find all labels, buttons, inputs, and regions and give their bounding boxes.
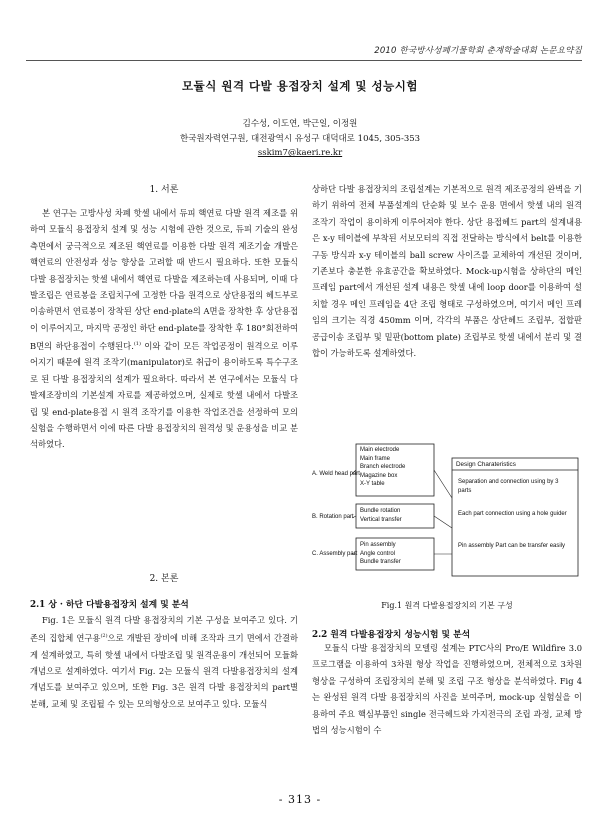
design-item-1: Separation and connection using by 3 parts [458, 479, 559, 494]
header-rule [26, 60, 582, 61]
assembly-box-text [360, 541, 401, 567]
subsection-2-2-heading: 2.2 원격 다발용접장치 성능시험 및 분석 [312, 630, 471, 640]
subsection-2-2-paragraph [312, 640, 582, 738]
design-title: Design Charateristics [456, 461, 516, 468]
intro-heading: 1. 서론 [149, 185, 179, 195]
weld-head-item: Branch electrode [360, 464, 406, 471]
right-column-paragraph [312, 181, 582, 361]
rotation-item: Bundle rotation [360, 508, 401, 514]
paper-email[interactable]: sskim7@kaeri.re.kr [257, 148, 343, 158]
weld-head-item: Magazine box [360, 472, 398, 479]
intro-ref-1: (1) [133, 341, 141, 348]
sub1-text-b: 으로 개발된 장비에 비해 조작과 크기 면에서 간결하게 설계하였고, 특히 핫셀 내에서 다발조립 및 원격운용이 개선되어 모듈화 개념으로 설계하였다. 여기서 Fig. 2는 모듈식 원격 다발용접장치의 설계 개념도를 보여주고 있으며, 또한 Fig. 3은 원격 다발 용접장치의 part별 분해, 교체 및 조립될 수 있는 모의형상으로 보여주고 있다. 모듈식 [30, 633, 298, 709]
weld-head-item: Main electrode [360, 447, 400, 453]
weld-head-box-text [360, 446, 405, 489]
intro-paragraph [30, 205, 298, 453]
sub1-ref-2: (2) [100, 633, 108, 640]
intro-text-2: 이와 같이 모든 작업공정이 원격으로 이루어지기 때문에 원격 조작기(manipulator)로 취급이 용이하도록 특수구조로 된 다발 용접장치의 설계가 필요하다. 따라서 본 연구에서는 모듈식 다발제조장비의 기본설계 자료를 제공하였으며, 실제로 핫셀 내에서 다발조립 및 end-plate용접 시 원격 조작기를 이용한 작업조건을 선정하여 모의실험을 수행하면서 이에 따른 다발 용접장치의 원격성 및 운용성을 비교 분석하였다. [30, 341, 298, 450]
conference-header: 2010 한국방사성폐기물학회 춘계학술대회 논문요약집 [374, 46, 582, 56]
link-b [434, 516, 452, 528]
sub2-text: 모듈식 다발 용접장치의 모델링 설계는 PTC사의 Pro/E Wildfire 3.0 프로그램을 이용하여 3차원 형상 작업을 진행하였으며, 전체적으로 3차원 형상을 구성하여 조립장치의 분해 및 조립 구조 형상을 분석하였다. Fig 4는 완성된 원격 다발 용접장치의 사진을 보여주며, mock-up 실험실을 이용하여 주요 핵심부품인 single 전극헤드와 가지전극의 조립 과정, 교체 방법의 성능시험이 수 [312, 643, 582, 736]
figure-1 [312, 438, 582, 593]
subsection-2-1-heading: 2.1 상 · 하단 다발용접장치 설계 및 분석 [30, 600, 189, 610]
paper-title: 모듈식 원격 다발 용접장치 설계 및 성능시험 [182, 79, 418, 93]
rotation-box-text [360, 507, 402, 524]
link-a [434, 470, 452, 498]
design-item-2: Each part connection using a hole guider [458, 511, 567, 517]
sub1-text-a: Fig. 1은 모듈식 원격 다발 용접장치의 기본 구성을 보여주고 있다. 기존의 집합체 연구용 [30, 615, 298, 644]
design-item-3: Pin assembly Part can be transfer easily [458, 543, 566, 549]
body-heading: 2. 본론 [149, 574, 179, 584]
assembly-item: Pin assembly [360, 542, 396, 548]
page-number: - 313 - [278, 793, 322, 806]
paper-authors: 김수성, 이도연, 박근일, 이정원 [242, 119, 358, 129]
subsection-2-1-paragraph [30, 612, 298, 712]
intro-text: 본 연구는 고방사성 차폐 핫셀 내에서 듀피 핵연료 다발 원격 제조를 위하여 모듈식 용접장치 설계 및 성능 시험에 관한 것으로, 듀피 기술의 완성 측면에서 궁극적으로 제조된 핵연료를 이용한 다발 원격 제조기술 개발은 핵연료의 안전성과 성능 향상을 고려할 때 반드시 필요하다. 또한 모듈식 다발 용접장치는 핫셀 내에서 핵연료 다발을 제조하는데 사용되며, 이때 다발조립은 연료봉을 조립치구에 고정한 다음 원격으로 상단용접의 헤드부로 이송하면서 연료봉이 장착된 상단 end-plate의 A면을 장착한 후 상단용접이 이루어지고, 마지막 공정인 하단 end-plate를 장착한 후 180°회전하여 B면의 하단용접이 수행된다. [30, 208, 298, 352]
paper-affiliation: 한국원자력연구원, 대전광역시 유성구 대덕대로 1045, 305-353 [179, 134, 421, 144]
fig-label-b: B. Rotation part [312, 514, 354, 520]
rotation-item: Vertical transfer [360, 516, 402, 523]
fig-label-a: A. Weld head part [312, 471, 360, 477]
weld-head-item: X-Y table [360, 481, 385, 488]
figure-1-caption: Fig.1 원격 다발용접장치의 기본 구성 [381, 601, 513, 610]
weld-head-item: Main frame [360, 455, 391, 462]
assembly-item: Bundle transfer [360, 559, 401, 566]
right-text: 상하단 다발 용접장치의 조립설계는 기본적으로 원격 제조공정의 완벽을 기하기 위하여 전체 부품설계의 단순화 및 보수 운용 면에서 핫셀 내의 원격 조작기 작업이 용이하게 이루어져야 한다. 상단 용접헤드 part의 설계내용은 x-y 테이블에 부착된 서보모터의 직접 전달하는 방식에서 belt를 이용한 구동 방식과 x-y 테이블의 ball screw 사이즈를 교체하여 개선된 것이며, 기존보다 충분한 유효공간을 확보하였다. Mock-up시험을 상하단의 메인 프레임 part에서 개선된 설계 내용은 핫셀 내에 loop door를 이용하여 설치할 경우 메인 프레임을 4단 조립 형태로 구성하였으며, 여기서 메인 프레임의 크기는 직경 450mm 이며, 각각의 부품은 상단헤드 조립부, 접합판 공급이송 조립부 및 밑판(bottom plate) 조립부로 핫셀 내에서 분리 및 결합이 가능하도록 설계하였다. [312, 184, 582, 359]
fig-label-c: C. Assembly part [312, 551, 358, 557]
assembly-item: Angle control [360, 550, 396, 557]
